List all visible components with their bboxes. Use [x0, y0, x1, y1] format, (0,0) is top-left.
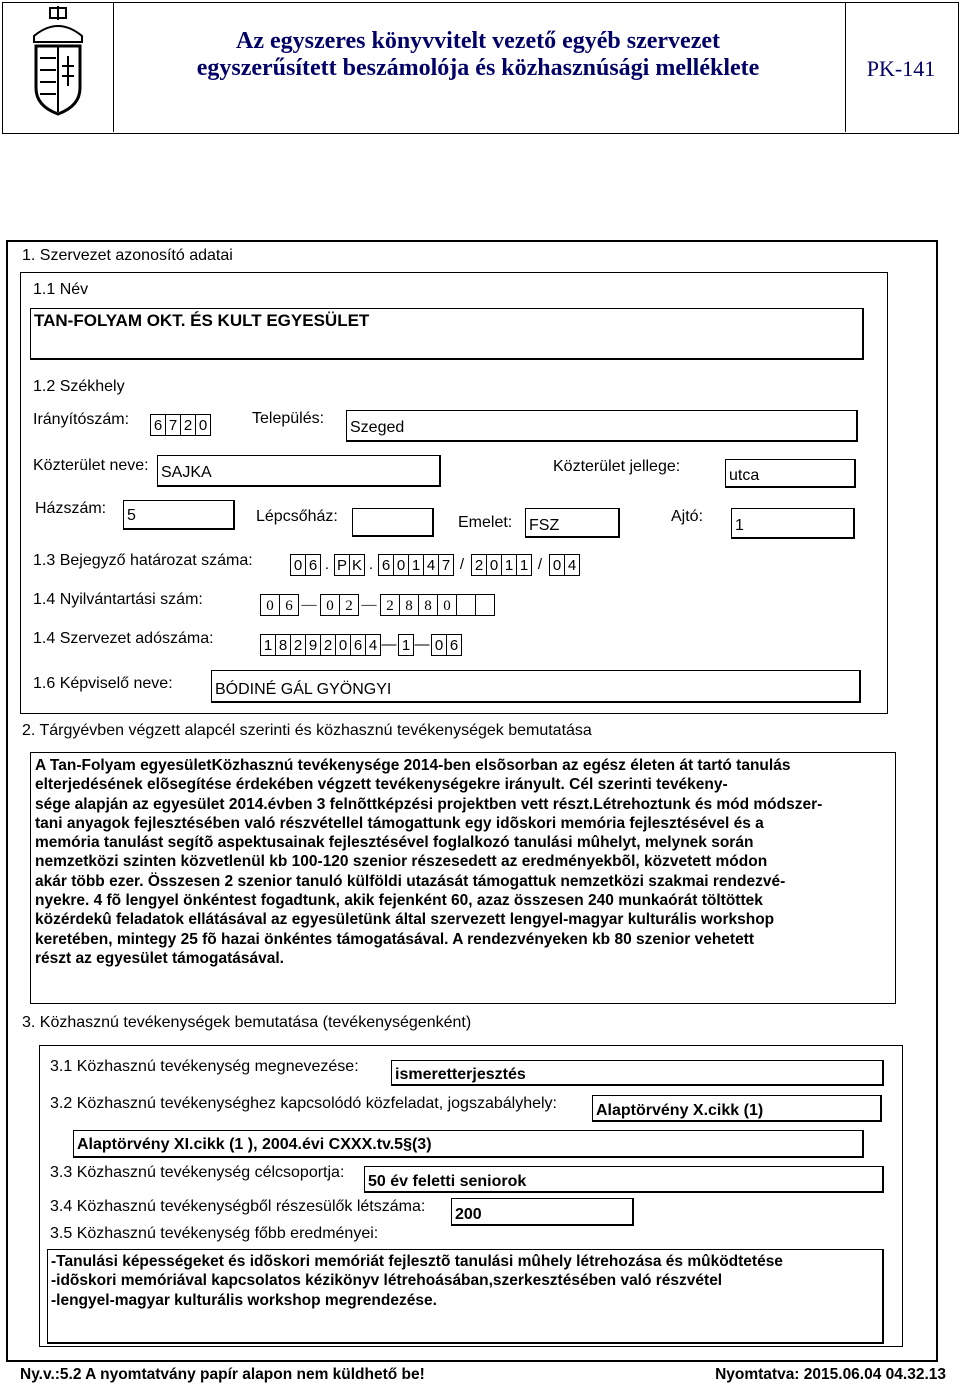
- tax-digit: 9: [305, 634, 321, 656]
- public-task-field-2[interactable]: [73, 1130, 864, 1158]
- decision-digit: K: [349, 554, 365, 576]
- registry-digit: [475, 594, 495, 616]
- zip-digit: 7: [165, 414, 181, 436]
- decision-digit: P: [334, 554, 350, 576]
- zip-digit: 2: [180, 414, 196, 436]
- seat-label: 1.2 Székhely: [33, 378, 125, 395]
- decision-digit: 0: [393, 554, 409, 576]
- registry-digit: 0: [437, 594, 457, 616]
- decision-digit: 0: [549, 554, 565, 576]
- floor-field[interactable]: [525, 508, 620, 538]
- decision-digit: 0: [290, 554, 306, 576]
- house-field[interactable]: [123, 500, 235, 530]
- decision-digit: 2: [471, 554, 487, 576]
- coat-of-arms-icon: [28, 6, 88, 124]
- name-value: TAN-FOLYAM OKT. ÉS KULT EGYESÜLET: [34, 311, 370, 330]
- house-label: Házszám:: [35, 500, 107, 517]
- decision-separator: .: [324, 556, 330, 573]
- tax-digit: 0: [431, 634, 447, 656]
- decision-digit: 0: [486, 554, 502, 576]
- footer-printed-at: Nyomtatva: 2015.06.04 04.32.13: [715, 1366, 946, 1383]
- results-text: -Tanulási képességeket és idõskori memóriát fejlesztõ tanulási mûhely létrehozása és mûködtetése -idõskori memóriával kapcsolatos kézikönyv létrehoásában,szerkesztésében való részvétel -lengyel-magyar kulturális workshop megrendezése.: [51, 1253, 783, 1309]
- registry-digit: 0: [260, 594, 280, 616]
- page-title-line2: egyszerűsített beszámolója és közhasznúsági melléklete: [196, 55, 760, 81]
- decision-digit: 6: [378, 554, 394, 576]
- zip-label: Irányítószám:: [33, 411, 130, 428]
- registry-digit: 8: [418, 594, 438, 616]
- registry-digit: 2: [380, 594, 400, 616]
- zip-digit: 0: [195, 414, 211, 436]
- registry-digit: 2: [339, 594, 359, 616]
- door-field[interactable]: [731, 508, 855, 539]
- decision-separator: /: [459, 556, 465, 573]
- street-value: SAJKA: [161, 464, 212, 481]
- floor-value: FSZ: [529, 517, 560, 534]
- footer-note: Ny.v.:5.2 A nyomtatvány papír alapon nem küldhető be!: [20, 1366, 425, 1383]
- name-label: 1.1 Név: [33, 281, 89, 298]
- tax-digit: 0: [335, 634, 351, 656]
- public-task-value: Alaptörvény X.cikk (1): [596, 1102, 764, 1119]
- registry-separator-dash: —: [301, 597, 317, 613]
- section3-title: 3. Közhasznú tevékenységek bemutatása (tevékenységenként): [22, 1014, 472, 1031]
- registry-digit: [456, 594, 476, 616]
- decision-digit: 1: [408, 554, 424, 576]
- beneficiaries-field[interactable]: [451, 1198, 634, 1226]
- target-group-label: 3.3 Közhasznú tevékenység célcsoportja:: [50, 1164, 345, 1181]
- section2-title: 2. Tárgyévben végzett alapcél szerinti és közhasznú tevékenységek bemutatása: [22, 722, 592, 739]
- results-label: 3.5 Közhasznú tevékenység főbb eredményei:: [50, 1225, 379, 1242]
- section2-text: A Tan-Folyam egyesületKözhasznú tevékenysége 2014-ben elsõsorban az egész életen át tartó tanulás elterjedésének elõsegítése érdekében végzett tevékenységekre irányult. Cél szerinti tevékeny- sége alapján az egyesület 2014.évben 3 felnõttképzési projektben vett részt.Létrehoztunk és mód módszer- tani anyagok fejlesztésében való részvétellel támogattunk egy idõskori memória fejlesztésével és a memória tanulást segítõ aspektusainak fejlesztésével foglalkozó tanulási mûhelyt, melynek során nemzetközi szinten közvetlenül kb 100-120 szenior részesedett az eredményekbõl, közvetett módon akár több ezer. Összesen 2 szenior tanuló külföldi utazását támogattuk nemzetközi szakmai rendezvé- nyekre. 4 fõ lengyel önkéntest fogadtunk, akik fejenként 60, azaz összesen 240 munkaórát töltöttek közérdekû feladatok ellátásával az egyesületünk által szervezett lengyel-magyar kulturális workshop keretében, mintegy 25 fõ hazai önkéntes támogatásával. A rendezvényeken kb 80 szenior vehetett részt az egyesület támogatásával.: [35, 757, 823, 967]
- tax-digit: 6: [446, 634, 462, 656]
- tax-digit: 6: [350, 634, 366, 656]
- registry-digit: 6: [279, 594, 299, 616]
- beneficiaries-label: 3.4 Közhasznú tevékenységből részesülők létszáma:: [50, 1198, 426, 1215]
- street-label: Közterület neve:: [33, 457, 149, 474]
- public-task-value-2: Alaptörvény XI.cikk (1 ), 2004.évi CXXX.tv.5§(3): [77, 1136, 432, 1153]
- floor-label: Emelet:: [458, 514, 513, 531]
- registry-field[interactable]: [260, 592, 494, 616]
- form-code: PK-141: [866, 56, 936, 81]
- activity-name-field[interactable]: [391, 1060, 884, 1086]
- activity-name-value: ismeretterjesztés: [395, 1066, 526, 1083]
- city-value: Szeged: [350, 419, 405, 436]
- rep-field[interactable]: [211, 670, 861, 703]
- activity-name-label: 3.1 Közhasznú tevékenység megnevezése:: [50, 1058, 359, 1075]
- stair-field[interactable]: [352, 508, 434, 537]
- tax-separator-dash: —: [414, 636, 430, 653]
- door-label: Ajtó:: [671, 508, 704, 525]
- tax-digit: 1: [398, 634, 414, 656]
- city-field[interactable]: [346, 410, 858, 442]
- target-group-value: 50 év feletti seniorok: [368, 1173, 527, 1190]
- rep-value: BÓDINÉ GÁL GYÖNGYI: [215, 681, 392, 698]
- city-label: Település:: [252, 410, 325, 427]
- beneficiaries-value: 200: [455, 1206, 482, 1223]
- decision-digit: 6: [305, 554, 321, 576]
- name-field[interactable]: [30, 308, 864, 360]
- zip-field[interactable]: [150, 412, 210, 436]
- tax-field[interactable]: [260, 632, 461, 656]
- decision-digit: 1: [516, 554, 532, 576]
- page-title-line1: Az egyszeres könyvvitelt vezető egyéb szervezet: [235, 28, 720, 54]
- street-field[interactable]: [157, 455, 441, 487]
- decision-digit: 1: [501, 554, 517, 576]
- door-value: 1: [735, 517, 744, 534]
- decision-field[interactable]: [290, 552, 579, 576]
- tax-separator-dash: —: [381, 636, 397, 653]
- street-type-field[interactable]: [725, 459, 856, 488]
- tax-digit: 1: [260, 634, 276, 656]
- decision-digit: 7: [438, 554, 454, 576]
- target-group-field[interactable]: [364, 1166, 884, 1193]
- decision-label: 1.3 Bejegyző határozat száma:: [33, 552, 253, 569]
- street-type-label: Közterület jellege:: [553, 458, 681, 475]
- street-type-value: utca: [729, 467, 760, 484]
- registry-digit: 0: [320, 594, 340, 616]
- tax-digit: 4: [365, 634, 381, 656]
- registry-digit: 8: [399, 594, 419, 616]
- tax-label: 1.4 Szervezet adószáma:: [33, 630, 214, 647]
- zip-digit: 6: [150, 414, 166, 436]
- decision-separator: /: [537, 556, 543, 573]
- public-task-label: 3.2 Közhasznú tevékenységhez kapcsolódó közfeladat, jogszabályhely:: [50, 1095, 557, 1112]
- registry-separator-dash: —: [361, 597, 377, 613]
- tax-digit: 2: [320, 634, 336, 656]
- decision-digit: 4: [423, 554, 439, 576]
- tax-digit: 2: [290, 634, 306, 656]
- rep-label: 1.6 Képviselő neve:: [33, 675, 173, 692]
- stair-label: Lépcsőház:: [256, 508, 338, 525]
- registry-label: 1.4 Nyilvántartási szám:: [33, 591, 203, 608]
- decision-separator: .: [368, 556, 374, 573]
- tax-digit: 8: [275, 634, 291, 656]
- public-task-field[interactable]: [592, 1095, 882, 1122]
- house-value: 5: [127, 507, 136, 524]
- decision-digit: 4: [564, 554, 580, 576]
- section1-title: 1. Szervezet azonosító adatai: [22, 247, 233, 264]
- page-title: [120, 28, 836, 82]
